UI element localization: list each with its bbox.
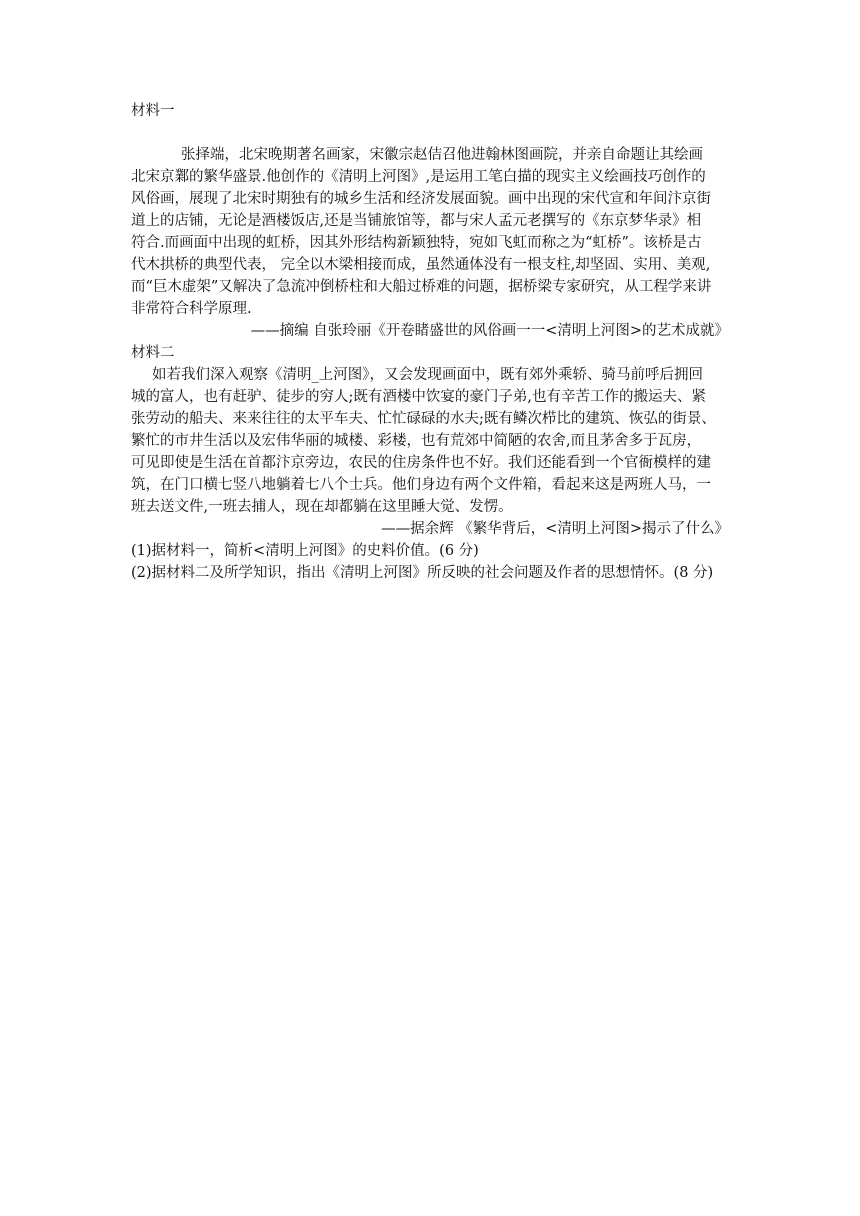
material1-line: 非常符合科学原理. — [131, 301, 252, 317]
question-2: (2)据材料二及所学知识，指出《清明上河图》所反映的社会问题及作者的思想情怀。(8 分) — [131, 565, 714, 581]
question-1: (1)据材料一，简析<清明上河图》的史料价值。(6 分) — [131, 543, 479, 559]
material1-line: 代木拱桥的典型代表， 完全以木梁相接而成，虽然通体没有一根支柱,却坚固、实用、美观, — [131, 257, 711, 273]
material2-line: 筑，在门口横七竖八地躺着七八个士兵。他们身边有两个文件箱，看起来这是两班人马，一 — [131, 477, 711, 493]
spacer — [131, 122, 731, 144]
material1-line: 道上的店铺，无论是酒楼饭店,还是当铺旅馆等，都与宋人孟元老撰写的《东京梦华录》相 — [131, 213, 702, 229]
material1-heading: 材料一 — [131, 103, 175, 119]
material2-line: 班去送文件,一班去捕人，现在却都躺在这里睡大觉、发愣。 — [131, 499, 513, 515]
document-page — [131, 100, 731, 584]
material1-line: 北宋京鄴的繁华盛景.他创作的《清明上河图》,是运用工笔白描的现实主义绘画技巧创作的 — [131, 169, 706, 185]
material2-heading: 材料二 — [131, 345, 175, 361]
material2-line: 张劳动的船夫、来来往往的太平车夫、忙忙碌碌的水夫;既有鳞次栉比的建筑、恢弘的街景、 — [131, 411, 716, 427]
material2-line: 城的富人，也有赶驴、徒步的穷人;既有酒楼中饮宴的豪门子弟,也有辛苦工作的搬运夫、紧 — [131, 389, 706, 405]
material2-line: 可见即使是生活在首都汴京旁边，农民的住房条件也不好。我们还能看到一个官衙模样的建 — [131, 455, 711, 471]
material1-line: 风俗画，展现了北宋时期独有的城乡生活和经济发展面貌。画中出现的宋代宣和年间汴京街 — [131, 191, 711, 207]
material1-line: 符合.而画面中出现的虹桥，因其外形结构新颖独特，宛如飞虹而称之为“虹桥”。该桥是古 — [131, 235, 702, 251]
material2-source: ——据余辉 《繁华背后，<清明上河图>揭示了什么》 — [381, 521, 729, 537]
material1-source: ——摘编 自张玲丽《开卷睹盛世的风俗画一一<清明上河图>的艺术成就》 — [250, 323, 729, 339]
material1-line: 张择端，北宋晚期著名画家，宋徽宗赵佶召他进翰林图画院，并亲自命题让其绘画 — [181, 147, 703, 163]
material1-line: 而“巨木虚架”又解决了急流冲倒桥柱和大船过桥难的问题，据桥梁专家研究，从工程学来讲 — [131, 279, 712, 295]
material2-line: 繁忙的市井生活以及宏伟华丽的城楼、彩楼，也有荒郊中简陋的农舍,而且茅舍多于瓦房， — [131, 433, 702, 449]
material2-line: 如若我们深入观察《清明_上河图》，又会发现画面中，既有郊外乘轿、骑马前呼后拥回 — [152, 367, 703, 383]
